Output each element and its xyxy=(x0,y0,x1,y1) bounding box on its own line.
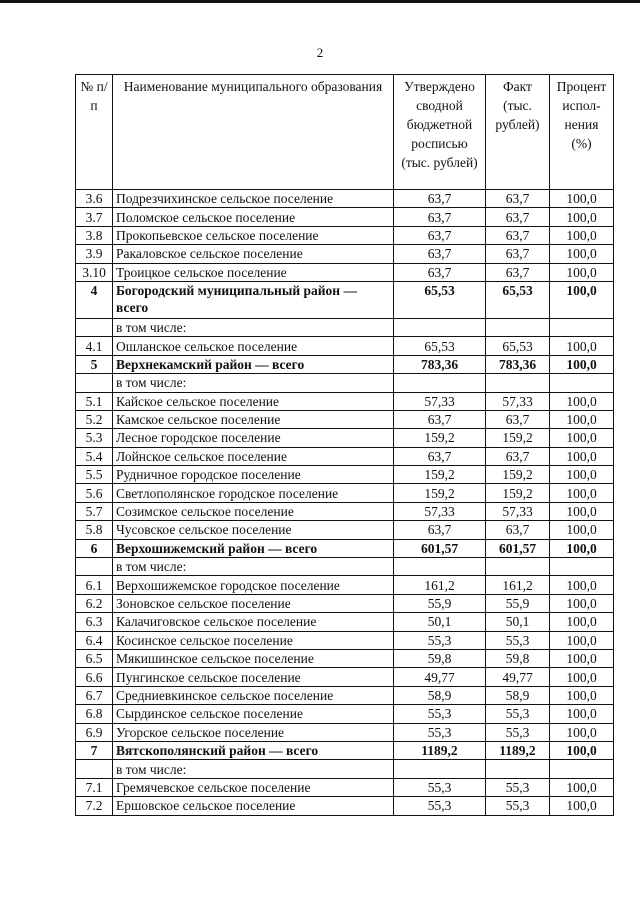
table-row xyxy=(76,318,614,336)
table-row xyxy=(76,705,614,723)
row-number: 6.4 xyxy=(76,631,113,649)
row-name: Троицкое сельское поселение xyxy=(113,263,394,281)
row-fact: 63,7 xyxy=(486,226,550,244)
row-approved: 63,7 xyxy=(394,190,486,208)
row-number: 6.5 xyxy=(76,649,113,667)
row-name: Верхошижемское городское поселение xyxy=(113,576,394,594)
row-percent: 100,0 xyxy=(550,631,614,649)
row-fact xyxy=(486,318,550,336)
row-number: 4.1 xyxy=(76,337,113,355)
row-fact: 57,33 xyxy=(486,392,550,410)
row-fact: 55,3 xyxy=(486,778,550,796)
table-row xyxy=(76,447,614,465)
table-row xyxy=(76,392,614,410)
row-name: Рудничное городское поселение xyxy=(113,466,394,484)
row-number xyxy=(76,318,113,336)
row-approved: 55,3 xyxy=(394,778,486,796)
row-percent: 100,0 xyxy=(550,686,614,704)
row-name: Ершовское сельское поселение xyxy=(113,797,394,815)
table-row xyxy=(76,741,614,759)
row-fact: 55,3 xyxy=(486,797,550,815)
row-name: Гремячевское сельское поселение xyxy=(113,778,394,796)
row-number xyxy=(76,374,113,392)
row-approved: 63,7 xyxy=(394,226,486,244)
row-approved: 159,2 xyxy=(394,429,486,447)
row-percent: 100,0 xyxy=(550,613,614,631)
row-approved: 159,2 xyxy=(394,466,486,484)
row-approved: 49,77 xyxy=(394,668,486,686)
row-fact: 50,1 xyxy=(486,613,550,631)
row-number: 6.3 xyxy=(76,613,113,631)
row-percent: 100,0 xyxy=(550,208,614,226)
row-number: 6 xyxy=(76,539,113,557)
row-percent: 100,0 xyxy=(550,576,614,594)
row-approved: 63,7 xyxy=(394,521,486,539)
row-name: Богородский муниципальный район — всего xyxy=(113,281,394,318)
row-percent: 100,0 xyxy=(550,263,614,281)
row-percent: 100,0 xyxy=(550,355,614,373)
row-fact: 159,2 xyxy=(486,429,550,447)
row-approved: 55,9 xyxy=(394,594,486,612)
row-percent: 100,0 xyxy=(550,741,614,759)
table-row xyxy=(76,208,614,226)
row-name: Поломское сельское поселение xyxy=(113,208,394,226)
row-percent: 100,0 xyxy=(550,429,614,447)
row-approved: 63,7 xyxy=(394,410,486,428)
row-name: в том числе: xyxy=(113,318,394,336)
row-name: Средниевкинское сельское поселение xyxy=(113,686,394,704)
row-percent xyxy=(550,558,614,576)
row-percent: 100,0 xyxy=(550,521,614,539)
row-approved xyxy=(394,318,486,336)
row-name: Камское сельское поселение xyxy=(113,410,394,428)
row-name: Лесное городское поселение xyxy=(113,429,394,447)
row-fact: 49,77 xyxy=(486,668,550,686)
row-number: 6.9 xyxy=(76,723,113,741)
row-approved: 55,3 xyxy=(394,631,486,649)
row-percent: 100,0 xyxy=(550,466,614,484)
row-fact: 783,36 xyxy=(486,355,550,373)
row-number: 5.8 xyxy=(76,521,113,539)
row-name: Мякишинское сельское поселение xyxy=(113,649,394,667)
row-number: 6.1 xyxy=(76,576,113,594)
table-row xyxy=(76,502,614,520)
table-row xyxy=(76,484,614,502)
row-percent: 100,0 xyxy=(550,447,614,465)
header-num: № п/п xyxy=(76,75,113,190)
row-fact: 161,2 xyxy=(486,576,550,594)
table-row xyxy=(76,281,614,318)
row-percent: 100,0 xyxy=(550,797,614,815)
row-approved: 65,53 xyxy=(394,281,486,318)
row-fact: 63,7 xyxy=(486,521,550,539)
row-approved: 63,7 xyxy=(394,447,486,465)
table-row xyxy=(76,190,614,208)
row-number: 4 xyxy=(76,281,113,318)
row-name: Прокопьевское сельское поселение xyxy=(113,226,394,244)
row-name: Ракаловское сельское поселение xyxy=(113,245,394,263)
row-number: 7.1 xyxy=(76,778,113,796)
table-row xyxy=(76,263,614,281)
row-fact xyxy=(486,760,550,778)
row-percent: 100,0 xyxy=(550,190,614,208)
row-name: Верхнекамский район — всего xyxy=(113,355,394,373)
row-approved: 1189,2 xyxy=(394,741,486,759)
row-name: Чусовское сельское поселение xyxy=(113,521,394,539)
row-approved: 50,1 xyxy=(394,613,486,631)
row-percent: 100,0 xyxy=(550,723,614,741)
row-fact: 65,53 xyxy=(486,281,550,318)
row-number: 5.4 xyxy=(76,447,113,465)
table-row xyxy=(76,797,614,815)
row-number: 3.10 xyxy=(76,263,113,281)
row-name: в том числе: xyxy=(113,374,394,392)
row-name: Лойнское сельское поселение xyxy=(113,447,394,465)
header-row xyxy=(76,75,614,190)
row-fact xyxy=(486,558,550,576)
row-percent: 100,0 xyxy=(550,392,614,410)
table-row xyxy=(76,245,614,263)
row-fact: 1189,2 xyxy=(486,741,550,759)
row-approved: 65,53 xyxy=(394,337,486,355)
row-fact: 63,7 xyxy=(486,208,550,226)
row-fact: 63,7 xyxy=(486,263,550,281)
row-fact: 63,7 xyxy=(486,410,550,428)
row-fact: 57,33 xyxy=(486,502,550,520)
table-row xyxy=(76,613,614,631)
row-name: Подрезчихинское сельское поселение xyxy=(113,190,394,208)
row-percent: 100,0 xyxy=(550,245,614,263)
row-approved xyxy=(394,558,486,576)
row-approved xyxy=(394,760,486,778)
row-approved: 57,33 xyxy=(394,502,486,520)
row-approved: 783,36 xyxy=(394,355,486,373)
table-row xyxy=(76,631,614,649)
row-name: Косинское сельское поселение xyxy=(113,631,394,649)
row-number: 5.5 xyxy=(76,466,113,484)
row-name: в том числе: xyxy=(113,760,394,778)
table-row xyxy=(76,558,614,576)
row-fact: 159,2 xyxy=(486,466,550,484)
row-name: Угорское сельское поселение xyxy=(113,723,394,741)
row-number: 7 xyxy=(76,741,113,759)
row-approved: 55,3 xyxy=(394,797,486,815)
row-number: 5.6 xyxy=(76,484,113,502)
row-number: 3.7 xyxy=(76,208,113,226)
row-name: Пунгинское сельское поселение xyxy=(113,668,394,686)
row-name: Кайское сельское поселение xyxy=(113,392,394,410)
table-row xyxy=(76,466,614,484)
row-name: Сырдинское сельское поселение xyxy=(113,705,394,723)
row-percent xyxy=(550,760,614,778)
row-number: 3.6 xyxy=(76,190,113,208)
row-percent: 100,0 xyxy=(550,410,614,428)
row-number xyxy=(76,760,113,778)
top-rule xyxy=(0,0,640,3)
row-number: 3.8 xyxy=(76,226,113,244)
row-fact xyxy=(486,374,550,392)
row-name: Созимское сельское поселение xyxy=(113,502,394,520)
row-approved: 601,57 xyxy=(394,539,486,557)
header-percent: Процент испол-нения (%) xyxy=(550,75,614,190)
table-row xyxy=(76,723,614,741)
row-fact: 58,9 xyxy=(486,686,550,704)
row-number: 6.2 xyxy=(76,594,113,612)
row-number: 5.1 xyxy=(76,392,113,410)
table-row xyxy=(76,521,614,539)
table-row xyxy=(76,760,614,778)
row-percent xyxy=(550,318,614,336)
row-number: 3.9 xyxy=(76,245,113,263)
header-name: Наименование муниципального образования xyxy=(113,75,394,190)
table-row xyxy=(76,668,614,686)
table-body xyxy=(76,190,614,816)
table-row xyxy=(76,429,614,447)
row-percent: 100,0 xyxy=(550,778,614,796)
row-percent: 100,0 xyxy=(550,502,614,520)
row-percent: 100,0 xyxy=(550,226,614,244)
row-name: Калачиговское сельское поселение xyxy=(113,613,394,631)
row-approved: 63,7 xyxy=(394,263,486,281)
page-number: 2 xyxy=(316,45,324,60)
row-approved: 57,33 xyxy=(394,392,486,410)
row-number: 5.7 xyxy=(76,502,113,520)
table-row xyxy=(76,594,614,612)
row-name: Зоновское сельское поселение xyxy=(113,594,394,612)
table-row xyxy=(76,410,614,428)
row-fact: 55,3 xyxy=(486,631,550,649)
row-number: 7.2 xyxy=(76,797,113,815)
table-row xyxy=(76,778,614,796)
table-row xyxy=(76,226,614,244)
row-approved xyxy=(394,374,486,392)
row-fact: 59,8 xyxy=(486,649,550,667)
row-fact: 601,57 xyxy=(486,539,550,557)
table-row xyxy=(76,649,614,667)
row-percent xyxy=(550,374,614,392)
row-fact: 63,7 xyxy=(486,245,550,263)
row-percent: 100,0 xyxy=(550,484,614,502)
row-number: 6.7 xyxy=(76,686,113,704)
row-approved: 159,2 xyxy=(394,484,486,502)
row-fact: 63,7 xyxy=(486,447,550,465)
row-number: 6.8 xyxy=(76,705,113,723)
row-fact: 65,53 xyxy=(486,337,550,355)
table-row xyxy=(76,539,614,557)
budget-table xyxy=(75,74,614,816)
row-approved: 58,9 xyxy=(394,686,486,704)
row-fact: 55,3 xyxy=(486,723,550,741)
row-name: Вятскополянский район — всего xyxy=(113,741,394,759)
row-fact: 55,3 xyxy=(486,705,550,723)
table-row xyxy=(76,576,614,594)
row-name: Светлополянское городское поселение xyxy=(113,484,394,502)
row-percent: 100,0 xyxy=(550,281,614,318)
row-percent: 100,0 xyxy=(550,705,614,723)
row-approved: 63,7 xyxy=(394,208,486,226)
table-row xyxy=(76,686,614,704)
row-number: 6.6 xyxy=(76,668,113,686)
row-approved: 161,2 xyxy=(394,576,486,594)
row-approved: 55,3 xyxy=(394,723,486,741)
row-approved: 55,3 xyxy=(394,705,486,723)
row-percent: 100,0 xyxy=(550,649,614,667)
row-name: в том числе: xyxy=(113,558,394,576)
row-approved: 59,8 xyxy=(394,649,486,667)
row-percent: 100,0 xyxy=(550,539,614,557)
header-approved: Утверждено сводной бюджетной росписью (тыс. рублей) xyxy=(394,75,486,190)
table-row xyxy=(76,374,614,392)
row-name: Ошланское сельское поселение xyxy=(113,337,394,355)
header-fact: Факт (тыс. рублей) xyxy=(486,75,550,190)
row-name: Верхошижемский район — всего xyxy=(113,539,394,557)
row-number: 5 xyxy=(76,355,113,373)
row-fact: 159,2 xyxy=(486,484,550,502)
row-fact: 63,7 xyxy=(486,190,550,208)
row-fact: 55,9 xyxy=(486,594,550,612)
row-percent: 100,0 xyxy=(550,668,614,686)
row-percent: 100,0 xyxy=(550,594,614,612)
row-percent: 100,0 xyxy=(550,337,614,355)
row-number: 5.3 xyxy=(76,429,113,447)
row-number xyxy=(76,558,113,576)
row-number: 5.2 xyxy=(76,410,113,428)
table-row xyxy=(76,337,614,355)
row-approved: 63,7 xyxy=(394,245,486,263)
table-row xyxy=(76,355,614,373)
